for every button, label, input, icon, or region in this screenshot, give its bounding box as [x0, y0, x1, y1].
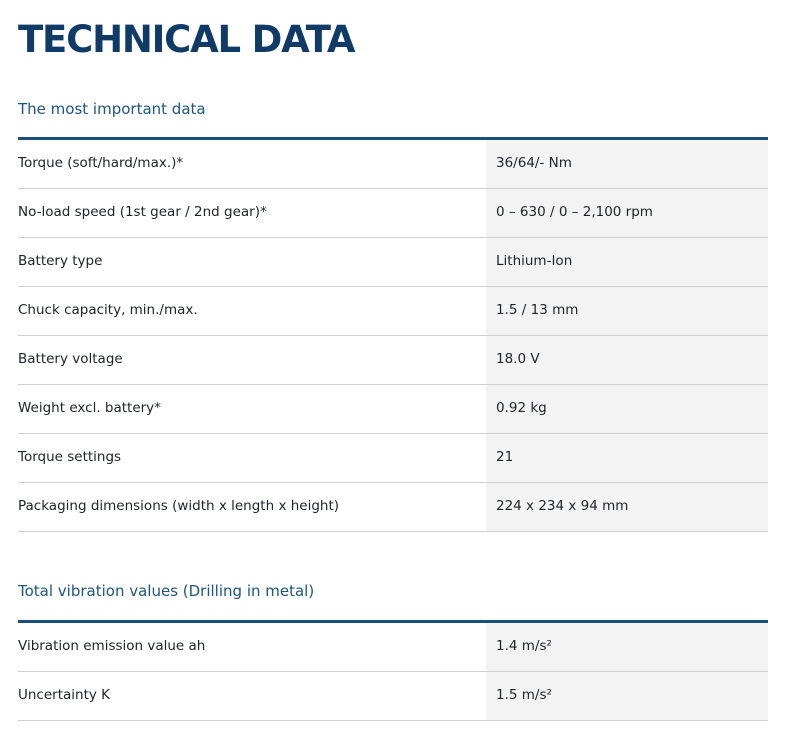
important-data-table [18, 137, 768, 532]
section-heading-important-data: The most important data [18, 100, 206, 118]
spec-label: Torque settings [18, 449, 122, 465]
spec-label: Torque (soft/hard/max.)* [18, 155, 184, 171]
section-heading-vibration-values: Total vibration values (Drilling in metal) [18, 582, 315, 600]
spec-value: 1.5 m/s² [486, 672, 768, 720]
spec-value: Lithium-Ion [486, 238, 768, 286]
spec-value: 0.92 kg [486, 385, 768, 433]
spec-label: Battery type [18, 253, 103, 269]
table-row [18, 623, 768, 672]
spec-value: 0 – 630 / 0 – 2,100 rpm [486, 189, 768, 237]
spec-value: 1.5 / 13 mm [486, 287, 768, 335]
spec-label: Packaging dimensions (width x length x height) [18, 498, 340, 514]
spec-value: 224 x 234 x 94 mm [486, 483, 768, 531]
table-row [18, 483, 768, 532]
spec-label: Vibration emission value ah [18, 638, 206, 654]
spec-label: No-load speed (1st gear / 2nd gear)* [18, 204, 267, 220]
table-row [18, 385, 768, 434]
spec-value: 1.4 m/s² [486, 623, 768, 671]
spec-label: Battery voltage [18, 351, 123, 367]
spec-label: Chuck capacity, min./max. [18, 302, 198, 318]
vibration-values-table [18, 620, 768, 721]
table-row [18, 287, 768, 336]
table-row [18, 672, 768, 721]
table-row [18, 189, 768, 238]
spec-label: Weight excl. battery* [18, 400, 161, 416]
table-row [18, 238, 768, 287]
table-row [18, 434, 768, 483]
table-row [18, 336, 768, 385]
spec-value: 18.0 V [486, 336, 768, 384]
page-title: TECHNICAL DATA [18, 18, 355, 61]
table-row [18, 140, 768, 189]
spec-label: Uncertainty K [18, 687, 111, 703]
spec-value: 36/64/- Nm [486, 140, 768, 188]
spec-value: 21 [486, 434, 768, 482]
